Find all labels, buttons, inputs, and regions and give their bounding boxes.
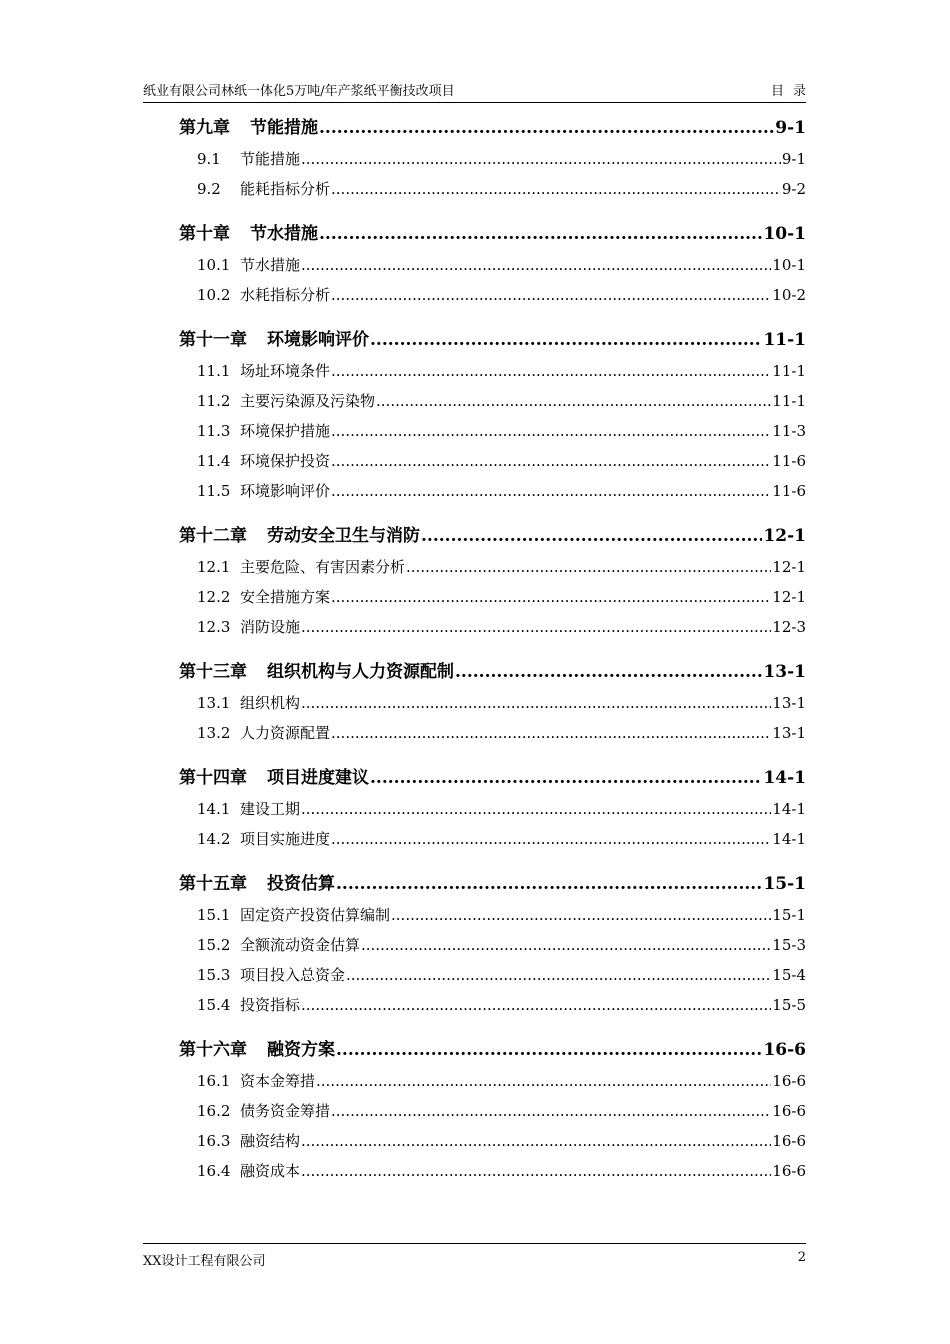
section-title: 环境保护措施 [240,422,331,440]
chapter-page: 11-1 [763,330,806,350]
section-page: 14-1 [772,830,806,848]
dot-leader [346,960,771,990]
section-title: 融资结构 [240,1132,301,1150]
section-number: 11.3 [197,422,231,440]
dot-leader [331,356,771,386]
section-title: 融资成本 [240,1162,301,1180]
toc-chapter-entry[interactable] [179,520,806,552]
section-number: 16.2 [197,1102,231,1120]
section-number: 16.3 [197,1132,231,1150]
dot-leader [319,112,774,144]
toc-section-entry[interactable] [179,250,806,280]
toc-section-entry[interactable] [179,960,806,990]
page-number: 2 [797,1250,806,1265]
section-page: 15-3 [772,936,806,954]
section-title: 环境影响评价 [240,482,331,500]
dot-leader [331,280,771,310]
chapter-title: 节水措施 [250,224,318,244]
toc-section-entry[interactable] [179,612,806,642]
toc-chapter-entry[interactable] [179,762,806,794]
section-title: 主要危险、有害因素分析 [240,558,406,576]
chapter-label: 第十章 [179,224,230,244]
dot-leader [331,446,771,476]
dot-leader [370,762,762,794]
toc-chapter-entry[interactable] [179,1034,806,1066]
toc-chapter-entry[interactable] [179,868,806,900]
toc-section-entry[interactable] [179,718,806,748]
section-page: 15-4 [772,966,806,984]
chapter-page: 12-1 [763,526,806,546]
toc-chapter-entry[interactable] [179,218,806,250]
section-page: 11-1 [772,392,806,410]
dot-leader [455,656,762,688]
toc-section-entry[interactable] [179,1096,806,1126]
section-title: 水耗指标分析 [240,286,331,304]
section-number: 15.2 [197,936,231,954]
dot-leader [331,718,771,748]
section-page: 15-5 [772,996,806,1014]
page-header [143,80,815,103]
chapter-page: 13-1 [763,662,806,682]
footer-company: XX设计工程有限公司 [143,1254,266,1269]
section-page: 16-6 [772,1072,806,1090]
dot-leader [301,612,771,642]
section-page: 10-2 [772,286,806,304]
chapter-title: 投资估算 [267,874,335,894]
section-page: 12-1 [772,588,806,606]
section-number: 16.1 [197,1072,231,1090]
dot-leader [301,250,771,280]
section-title: 建设工期 [240,800,301,818]
section-number: 12.1 [197,558,231,576]
section-title: 能耗指标分析 [240,180,331,198]
section-title: 项目实施进度 [240,830,331,848]
dot-leader [336,1034,762,1066]
header-section: 目录 [770,84,815,99]
section-number: 15.4 [197,996,231,1014]
chapter-title: 环境影响评价 [267,330,369,350]
toc-section-entry[interactable] [179,900,806,930]
section-title: 安全措施方案 [240,588,331,606]
dot-leader [301,794,771,824]
chapter-title: 劳动安全卫生与消防 [267,526,420,546]
section-page: 15-1 [772,906,806,924]
section-page: 9-2 [781,180,806,198]
section-page: 11-1 [772,362,806,380]
toc-section-entry[interactable] [179,930,806,960]
section-number: 11.2 [197,392,231,410]
dot-leader [376,386,771,416]
page-footer [143,1243,806,1269]
toc-section-entry[interactable] [179,416,806,446]
chapter-page: 10-1 [763,224,806,244]
section-number: 10.1 [197,256,231,274]
section-number: 9.2 [197,180,221,198]
section-page: 16-6 [772,1102,806,1120]
section-number: 15.3 [197,966,231,984]
dot-leader [361,930,771,960]
section-page: 11-6 [772,482,806,500]
toc-section-entry[interactable] [179,476,806,506]
toc-section-entry[interactable] [179,552,806,582]
section-number: 16.4 [197,1162,231,1180]
chapter-label: 第十二章 [179,526,247,546]
section-title: 场址环境条件 [240,362,331,380]
section-number: 14.1 [197,800,231,818]
toc-section-entry[interactable] [179,1126,806,1156]
chapter-label: 第十五章 [179,874,247,894]
section-number: 11.5 [197,482,231,500]
section-title: 固定资产投资估算编制 [240,906,391,924]
toc-section-entry[interactable] [179,688,806,718]
section-title: 投资指标 [240,996,301,1014]
section-number: 11.1 [197,362,231,380]
section-title: 全额流动资金估算 [240,936,361,954]
section-number: 13.1 [197,694,231,712]
dot-leader [301,1126,771,1156]
toc-section-entry[interactable] [179,794,806,824]
section-number: 15.1 [197,906,231,924]
chapter-page: 9-1 [775,118,806,138]
section-title: 节水措施 [240,256,301,274]
toc-section-entry[interactable] [179,824,806,854]
section-page: 16-6 [772,1162,806,1180]
section-number: 12.3 [197,618,231,636]
toc-section-entry[interactable] [179,280,806,310]
chapter-title: 融资方案 [267,1040,335,1060]
chapter-label: 第十六章 [179,1040,247,1060]
toc-chapter-entry[interactable] [179,656,806,688]
section-title: 主要污染源及污染物 [240,392,376,410]
dot-leader [301,990,771,1020]
section-number: 9.1 [197,150,221,168]
dot-leader [421,520,762,552]
dot-leader [319,218,762,250]
section-page: 12-1 [772,558,806,576]
section-number: 10.2 [197,286,231,304]
section-number: 12.2 [197,588,231,606]
dot-leader [301,688,771,718]
dot-leader [391,900,771,930]
section-title: 组织机构 [240,694,301,712]
dot-leader [370,324,762,356]
chapter-label: 第十一章 [179,330,247,350]
section-page: 16-6 [772,1132,806,1150]
toc-chapter-entry[interactable] [179,324,806,356]
section-page: 13-1 [772,724,806,742]
dot-leader [331,416,771,446]
toc-section-entry[interactable] [179,582,806,612]
toc-section-entry[interactable] [179,1066,806,1096]
toc-section-entry[interactable] [179,1156,806,1186]
section-number: 13.2 [197,724,231,742]
section-page: 10-1 [772,256,806,274]
chapter-title: 节能措施 [250,118,318,138]
section-page: 13-1 [772,694,806,712]
toc-chapter-entry[interactable] [179,112,806,144]
section-title: 人力资源配置 [240,724,331,742]
dot-leader [301,1156,771,1186]
section-number: 14.2 [197,830,231,848]
chapter-page: 16-6 [763,1040,806,1060]
section-title: 节能措施 [240,150,301,168]
section-title: 债务资金筹措 [240,1102,331,1120]
dot-leader [316,1066,771,1096]
dot-leader [331,174,781,204]
chapter-page: 15-1 [763,874,806,894]
table-of-contents [179,112,806,1186]
section-page: 11-3 [772,422,806,440]
section-page: 12-3 [772,618,806,636]
dot-leader [331,476,771,506]
dot-leader [331,824,771,854]
toc-section-entry[interactable] [179,386,806,416]
chapter-label: 第九章 [179,118,230,138]
toc-section-entry[interactable] [179,446,806,476]
chapter-label: 第十四章 [179,768,247,788]
header-title: 纸业有限公司林纸一体化5万吨/年产浆纸平衡技改项目 [143,84,455,99]
section-page: 11-6 [772,452,806,470]
chapter-label: 第十三章 [179,662,247,682]
chapter-page: 14-1 [763,768,806,788]
toc-section-entry[interactable] [179,990,806,1020]
section-number: 11.4 [197,452,231,470]
section-page: 14-1 [772,800,806,818]
dot-leader [331,1096,771,1126]
toc-section-entry[interactable] [179,144,806,174]
section-page: 9-1 [781,150,806,168]
toc-section-entry[interactable] [179,356,806,386]
section-title: 消防设施 [240,618,301,636]
section-title: 环境保护投资 [240,452,331,470]
section-title: 项目投入总资金 [240,966,346,984]
chapter-title: 组织机构与人力资源配制 [267,662,454,682]
dot-leader [406,552,771,582]
toc-section-entry[interactable] [179,174,806,204]
dot-leader [301,144,781,174]
section-title: 资本金筹措 [240,1072,316,1090]
chapter-title: 项目进度建议 [267,768,369,788]
dot-leader [336,868,762,900]
dot-leader [331,582,771,612]
